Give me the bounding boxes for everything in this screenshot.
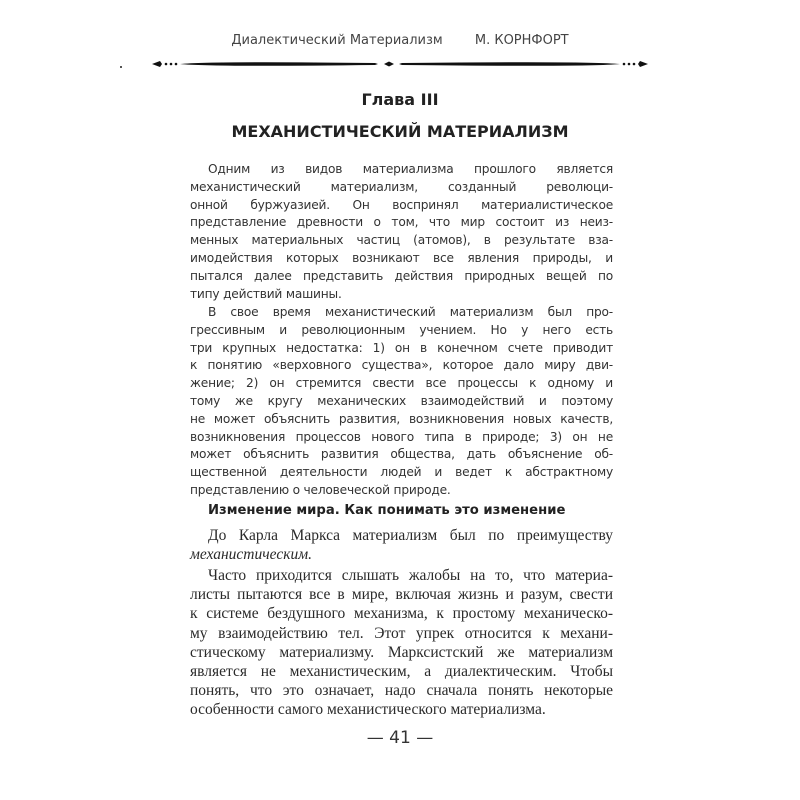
text-line: особенности самого механистического материализма. bbox=[190, 701, 546, 719]
paragraph-3 bbox=[190, 526, 613, 564]
text-line: щественной деятельности людей и ведет к абстрактному bbox=[190, 465, 613, 480]
chapter-title: МЕХАНИСТИЧЕСКИЙ МАТЕРИАЛИЗМ bbox=[231, 122, 569, 141]
text-line: менных материальных частиц (атомов), в результате вза- bbox=[190, 233, 613, 248]
running-header bbox=[0, 33, 800, 48]
section-subheading: Изменение мира. Как понимать это изменение bbox=[208, 503, 566, 518]
text-line: представлению о человеческой природе. bbox=[190, 482, 451, 497]
italic-term: механистическим. bbox=[190, 546, 312, 564]
book-title: Диалектический Материализм bbox=[231, 33, 443, 48]
text-line: может объяснить развития общества, дать объяснение об- bbox=[190, 447, 613, 462]
text-line: му взаимодействию тел. Этот упрек относится к механи- bbox=[190, 624, 613, 642]
paragraph-2 bbox=[190, 304, 613, 500]
chapter-label: Глава III bbox=[361, 90, 439, 109]
text-line: имодействия которых возникают все явления природы, и bbox=[190, 250, 613, 265]
text-line: онной буржуазией. Он воспринял материалистическое bbox=[190, 197, 613, 212]
text-line: стическому материализму. Марксистский же материализм bbox=[190, 643, 613, 661]
text-line: механистический материализм, созданный революци- bbox=[190, 179, 613, 194]
text-line: жение; 2) он стремится свести все процессы к одному и bbox=[190, 376, 613, 391]
paragraph-1 bbox=[190, 161, 613, 303]
text-line: В свое время механистический материализм был про- bbox=[208, 305, 613, 319]
author: М. КОРНФОРТ bbox=[474, 33, 569, 48]
ornament-divider bbox=[150, 57, 650, 71]
text-line: грессивным и революционным учением. Но у него есть bbox=[190, 322, 613, 337]
text-line: типу действий машины. bbox=[190, 286, 342, 301]
text-line: к системе бездушного механизма, к простому механическо- bbox=[190, 605, 613, 623]
text-line: пытался далее представить действия природных вещей по bbox=[190, 268, 613, 283]
text-line: До Карла Маркса материализм был по преимуществу bbox=[208, 527, 613, 544]
text-line: представление древности о том, что мир состоит из неиз- bbox=[190, 215, 613, 230]
text-line: тому же кругу механических взаимодействий и поэтому bbox=[190, 393, 613, 408]
text-line: три крупных недостатка: 1) он в конечном счете приводит bbox=[190, 340, 613, 355]
text-line: возникновения процессов нового типа в природе; 3) он не bbox=[190, 429, 613, 444]
text-line: не может объяснить развития, возникновения новых качеств, bbox=[190, 411, 613, 426]
text-line: Часто приходится слышать жалобы на то, что материа- bbox=[208, 567, 613, 584]
text-line: к понятию «верховного существа», которое дало миру дви- bbox=[190, 358, 613, 373]
page-number: — 41 — bbox=[366, 728, 434, 748]
paragraph-4 bbox=[190, 566, 613, 720]
text-line: Одним из видов материализма прошлого является bbox=[208, 162, 613, 176]
speck bbox=[120, 66, 122, 68]
text-line: является не механистическим, а диалектическим. Чтобы bbox=[190, 663, 613, 681]
text-line: листы пытаются все в мире, включая жизнь и разум, свести bbox=[190, 586, 613, 604]
text-line: понять, что это означает, надо сначала понять некоторые bbox=[190, 682, 613, 700]
